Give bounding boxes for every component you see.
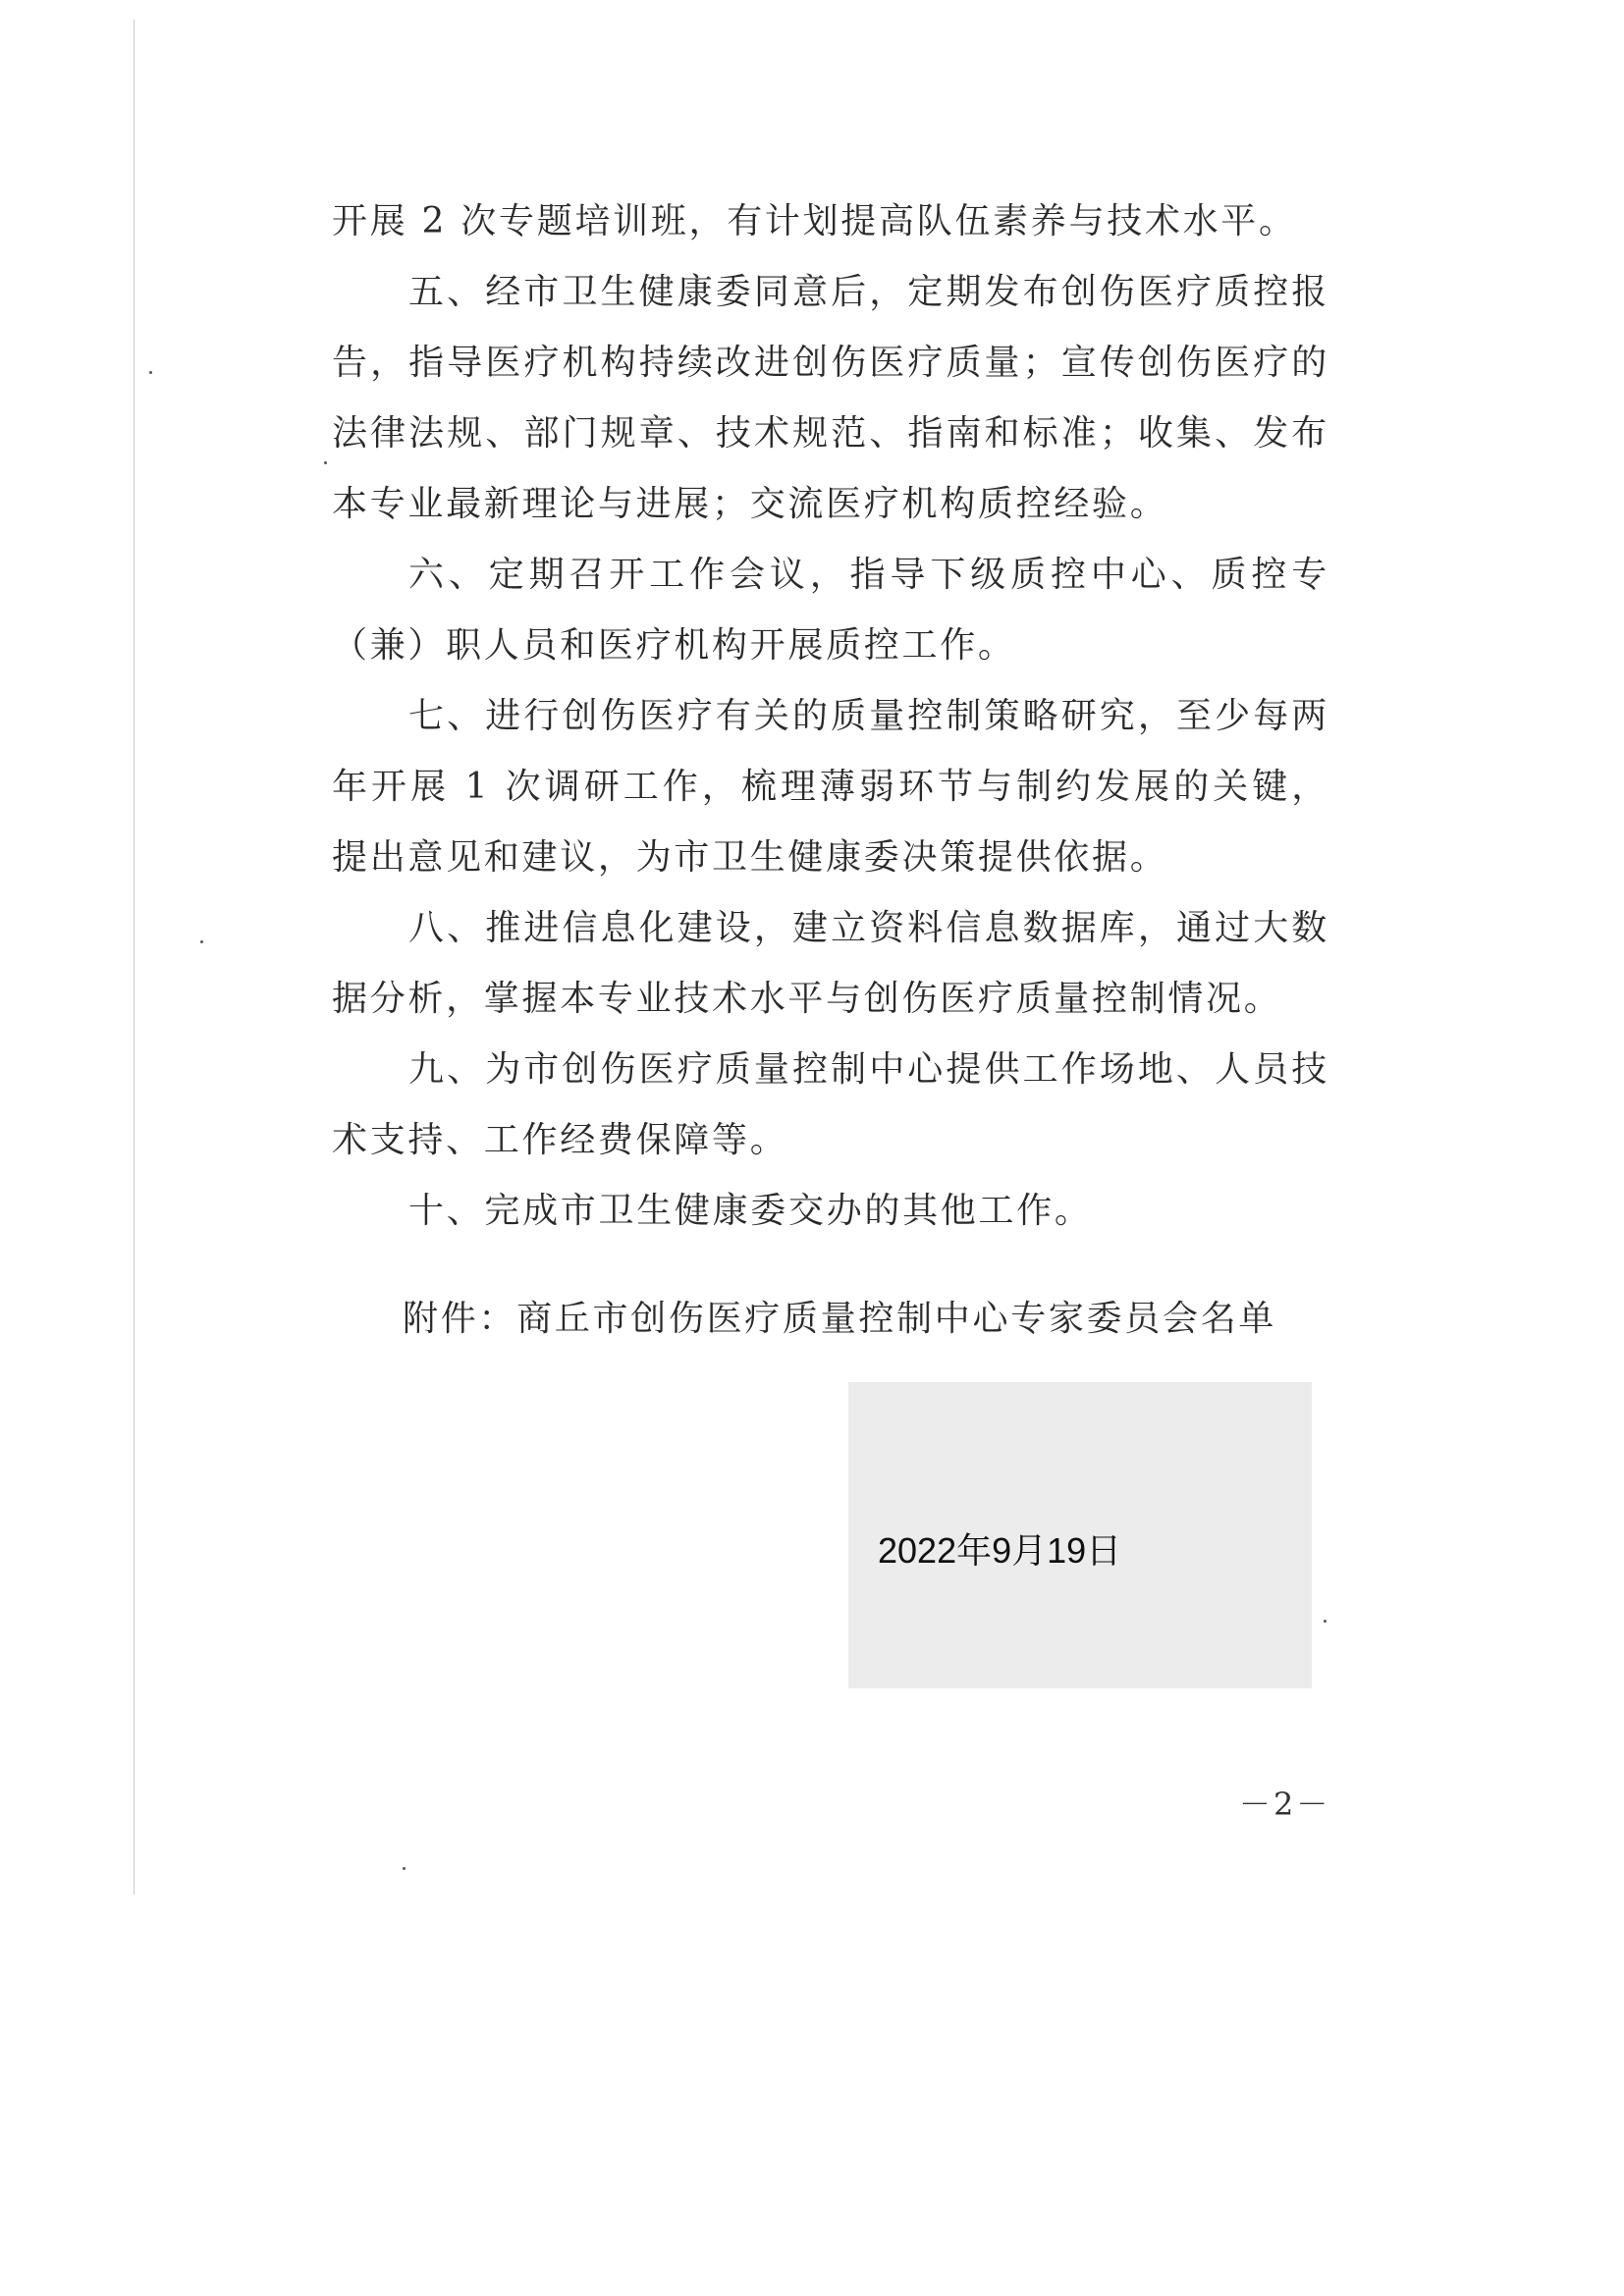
paragraph-item-6: 六、定期召开工作会议，指导下级质控中心、质控专（兼）职人员和医疗机构开展质控工作。 <box>332 555 1329 666</box>
document-body <box>332 187 1329 1247</box>
attachment-line: 附件：商丘市创伤医疗质量控制中心专家委员会名单 <box>403 1299 1277 1339</box>
scan-speck <box>200 940 203 943</box>
paragraph-item-10: 十、完成市卫生健康委交办的其他工作。 <box>408 1191 1093 1231</box>
paragraph-item-8: 八、推进信息化建设，建立资料信息数据库，通过大数据分析，掌握本专业技术水平与创伤医疗质量控制情况。 <box>332 908 1329 1019</box>
paragraph-item-9: 九、为市创伤医疗质量控制中心提供工作场地、人员技术支持、工作经费保障等。 <box>332 1049 1329 1160</box>
paragraph-item-7: 七、进行创伤医疗有关的质量控制策略研究，至少每两年开展 1 次调研工作，梳理薄弱环节与制约发展的关键，提出意见和建议，为市卫生健康委决策提供依据。 <box>332 696 1329 878</box>
scan-speck <box>324 461 327 464</box>
binding-margin-line <box>134 20 135 1895</box>
scan-speck <box>1324 1620 1326 1623</box>
paragraph-item-5: 五、经市卫生健康委同意后，定期发布创伤医疗质控报告，指导医疗机构持续改进创伤医疗质量；宣传创伤医疗的法律法规、部门规章、技术规范、指南和标准；收集、发布本专业最新理论与进展；交流医疗机构质控经验。 <box>332 272 1329 524</box>
scan-speck <box>149 371 152 374</box>
scan-speck <box>403 1867 406 1870</box>
paragraph-continuation: 开展 2 次专题培训班，有计划提高队伍素养与技术水平。 <box>332 201 1297 241</box>
issue-date: 2022年9月19日 <box>878 1530 1122 1571</box>
page-number: －2－ <box>1239 1786 1331 1823</box>
